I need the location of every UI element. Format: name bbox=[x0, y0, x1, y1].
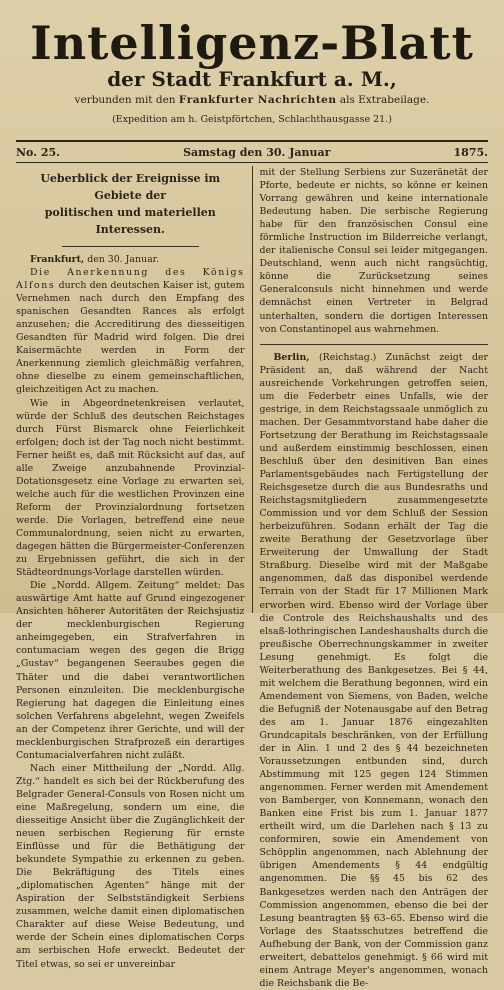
masthead bbox=[0, 0, 504, 126]
issue-year: 1875. bbox=[453, 145, 488, 159]
paragraph: Die „Nordd. Allgem. Zeitung“ meldet: Das auswärtige Amt hatte auf Grund eingezogener Ansichten höherer Autoritäten der Reichsjustiz der mecklenburgischen Regierung anheimgegeben, ein Strafverfahren in contumaciam wegen des gegen die Brigg „Gustav“ begangenen Seeraubes gegen die Thäter und die dabei verantwortlichen Personen einzuleiten. Die mecklenburgische Regierung hat dagegen die Einleitung eines solchen Verfahrens abgelehnt, wegen Zweifels an der Competenz ihrer Gerichte, und will der mecklenburgischen Strafprozeß ein derartiges Contumacialverfahren nicht zuläßt. bbox=[16, 580, 245, 761]
joined-line bbox=[0, 93, 504, 107]
paragraph: Nach einer Mittheilung der „Nordd. Allg. Ztg.“ handelt es sich bei der Rückberufung des Belgrader General-Consuls von Rosen nicht um eine Maßregelung, sondern um eine, die diesseitige Ansicht über die Zugänglichkeit der neuen serbischen Regierung für ernste Einflüsse und für die Bethätigung der bekundete Sympathie zu erkennen zu geben. Die Bekräftigung des Titels eines „diplomatischen Agenten“ hänge mit der Aspiration der Selbstständigkeit Serbiens zusammen, welche damit einen diplomatischen Charakter auf diese Weise Bedeutung, und werde der Schein eines diplomatischen Corps am serbischen Hofe erweckt. Bedeutet der Titel etwas, so sei er unvereinbar bbox=[16, 762, 245, 970]
article-columns bbox=[16, 166, 489, 989]
paragraph bbox=[16, 266, 245, 396]
paragraph-lead: Die Anerkennung des Königs Alfons bbox=[16, 267, 245, 292]
section-divider bbox=[260, 344, 489, 345]
dateline bbox=[16, 253, 245, 266]
paragraph-text: Zunächst zeigt der Präsident an, daß während der Nacht ausreichende Vorkehrungen getroffen seien, um die Federbetr eines Unfalls, wie der gestrige, in dem Reichstagssaale unmöglich zu machen. Der Gesammtvorstand habe daher die Fortsetzung der Berathung im Reichstagssaale und außerdem einstimmig beschlossen, einen Beschluß über den desinitiven Ban eines Parlamentsgebäudes nach Fertigstellung der Reichsgesetze durch die aus Bundesraths und Reichstagsmitgliedern zusammengesetzte Commission und vor dem Schluß der Session herbeizuführen. Sodann erhält der Tag die zweite Berathung der Gesetzvorlage über Erweiterung der Umwallung der Stadt Straßburg. Dieselbe wird mit der Maßgabe angenommen, daß das disponibel werdende Terrain von der Stadt für 17 Millionen Mark erworben wird. Ebenso wird der Vorlage über die Controle des Reichshaushalts und des elsaß-lothringischen Landeshaushalts durch die preußische Oberrechnungskammer in zweiter Lesung genehmigt. Es folgt die Weiterberathung des Bankgesetzes. Bei § 44, mit welchem die Berathung begonnen, wird ein Amendement von Siemens, von Baden, welche die Befugniß der Notenausgabe auf den Betrag des am 1. Januar 1876 eingezahlten Grundcapitals beschränken, von der Erfüllung der in Alin. 1 und 2 des § 44 bezeichneten Voraussetzungen entbunden sind, durch Abstimmung mit 125 gegen 124 Stimmen angenommen. Ferner werden mit Amendement von Bamberger, von Konnemann, wonach den Banken eine Frist bis zum 1. Januar 1877 ertheilt wird, um die Darlehen nach § 13 zu conformiren, sowie ein Amendement von Schöpplin angenommen, nach Ablehnung der übrigen Amendements § 44 endgültig angenommen. Die §§ 45 bis 62 des Bankgesetzes werden nach den Anträgen der Commission angenommen, ebenso die bei der Lesung beantragten §§ 63–65. Ebenso wird die Vorlage des Staatsschutzes betreffend die Aufhebung der Bank, von der Commission ganz erweitert, debattelos genehmigt. § 66 wird mit einem Antrage Meyer's angenommen, wonach die Reichsbank die Be- bbox=[259, 351, 489, 989]
issue-number: No. 25. bbox=[16, 145, 60, 159]
issue-date-bar bbox=[16, 140, 488, 163]
paragraph-text: durch den deutschen Kaiser ist, gutem Vernehmen nach durch den Empfang des spanischen Gesandten Rances als erfolgt anzusehen; die Accreditirung des diesseitigen Gesandten für Madrid wird folgen. Die drei Kaisermächte werden in Form der Anerkennung ziemlich gleichmäßig verfahren, ohne dieselbe zu einem gemeinschaftlichen, gleichzeitigen Act zu machen. bbox=[16, 280, 245, 396]
paragraph bbox=[260, 351, 489, 990]
issue-date: Samstag den 30. Januar bbox=[183, 145, 331, 159]
article-headline bbox=[16, 170, 245, 238]
newspaper-title: Intelligenz-Blatt bbox=[30, 16, 474, 70]
joined-paper: Frankfurter Nachrichten bbox=[178, 94, 337, 106]
joined-suffix: als Extrabeilage. bbox=[339, 94, 430, 106]
newspaper-subtitle: der Stadt Frankfurt a. M., bbox=[107, 67, 397, 91]
paragraph-place: Berlin, bbox=[273, 351, 310, 363]
headline-line-2: politischen und materiellen Interessen. bbox=[44, 206, 216, 236]
headline-line-1: Ueberblick der Ereignisse im Gebiete der bbox=[40, 172, 221, 202]
headline-divider bbox=[62, 246, 199, 247]
paragraph: Wie in Abgeordnetenkreisen verlautet, würde der Schluß des deutschen Reichstages durch Fürst Bismarck ohne Feierlichkeit erfolgen; doch ist der Tag noch nicht bestimmt. Ferner heißt es, daß mit Rücksicht auf das, auf alle Zweige anzubahnende Provinzial-Dotationsgesetz eine Vorlage zu erwarten sei, welche auch für die westlichen Provinzen eine Reform der Provinzialordnung fortsetzen werde. Die Vorlagen, betreffend eine neue Communalordnung, seien nicht zu erwarten, dagegen hätten die Bürgermeister-Conferenzen zu Ergebnissen geführt, die sich in der Städteordnungs-Vorlage darstellen würden. bbox=[16, 397, 245, 579]
paragraph: mit der Stellung Serbiens zur Suzeränetät der Pforte, bedeute er nichts, so könne er keinen Vorrang gewähren und keine internationale Bedeutung haben. Die serbische Regierung habe für den französischen Consul eine förmliche Instruction im Bilderreiche verlangt, der italienische Consul sei leider mitgegangen. Deutschland, wenn auch nicht rangsüchtig, könne die Zurücksetzung seines Generalconsuls nicht hinnehmen und werde demnächst einen Vertreter in Belgrad unterhalten, sondern die dortigen Interessen von Constantinopel aus wahrnehmen. bbox=[259, 167, 488, 335]
left-column bbox=[16, 166, 253, 970]
right-column bbox=[253, 166, 489, 989]
dateline-date: den 30. Januar. bbox=[87, 254, 160, 265]
expedition-line: (Expedition am h. Geistpförtchen, Schlachthausgasse 21.) bbox=[112, 114, 392, 125]
paragraph-tag: (Reichstag.) bbox=[318, 351, 377, 363]
joined-prefix: verbunden mit den bbox=[74, 94, 176, 106]
dateline-place: Frankfurt, bbox=[30, 254, 85, 265]
